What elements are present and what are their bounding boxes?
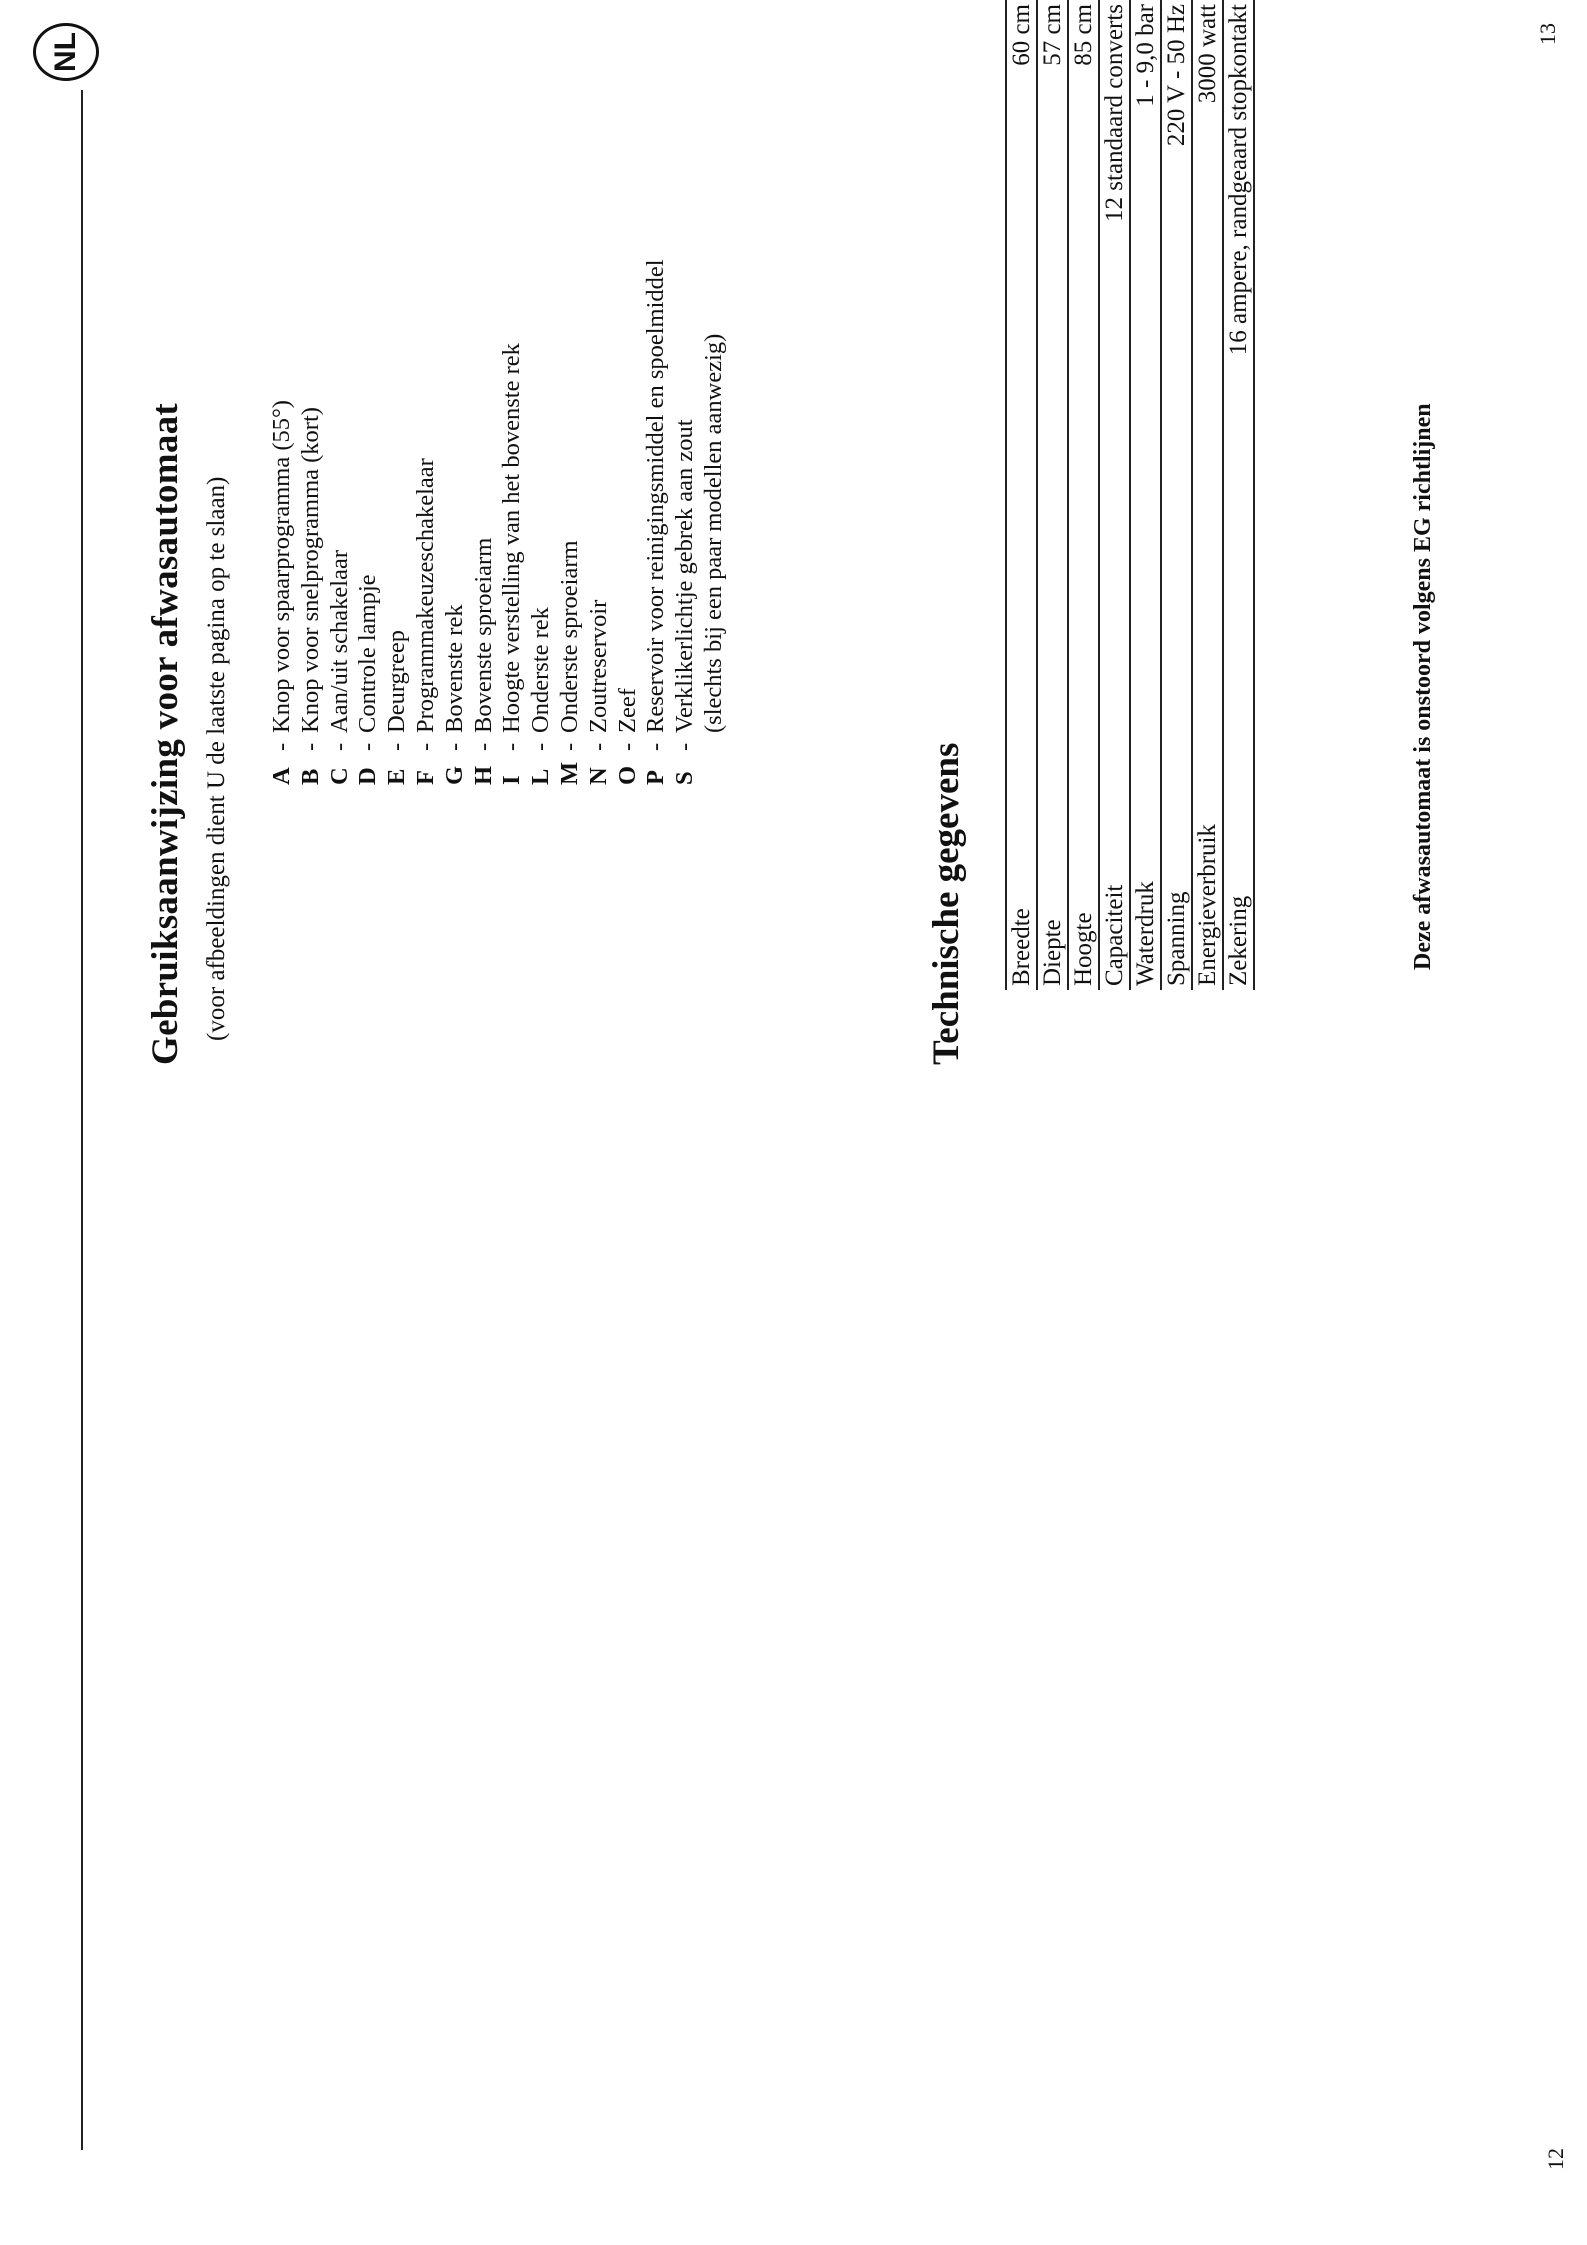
spec-label: Breedte bbox=[1006, 672, 1037, 990]
spec-value: 60 cm bbox=[1006, 0, 1037, 672]
legend-item: I-Hoogte verstelling van het bovenste rek bbox=[498, 343, 526, 785]
spec-value: 16 ampere, randgeaard stopkontakt bbox=[1223, 0, 1254, 672]
spec-label: Spanning bbox=[1161, 672, 1192, 990]
legend-item: G-Bovenste rek bbox=[440, 604, 468, 785]
spec-value: 57 cm bbox=[1037, 0, 1068, 672]
legend-item: B-Knop voor snelprogramma (kort) bbox=[296, 407, 324, 785]
compliance-note: Deze afwasautomaat is onstoord volgens EG richtlijnen bbox=[1410, 403, 1436, 970]
table-row bbox=[1161, 0, 1192, 990]
table-row bbox=[1099, 0, 1130, 990]
legend-item: A-Knop voor spaarprogramma (55°) bbox=[268, 400, 295, 785]
table-row bbox=[1037, 0, 1068, 990]
page-title: Gebruiksaanwijzing voor afwasautomaat bbox=[145, 402, 186, 1065]
spec-value: 3000 watt bbox=[1192, 0, 1223, 672]
legend-item: S-Verklikerlichtje gebrek aan zout bbox=[671, 419, 699, 785]
spec-label: Capaciteit bbox=[1099, 672, 1130, 990]
top-rule bbox=[81, 90, 83, 2150]
legend-item: D-Controle lampje bbox=[354, 574, 382, 785]
spec-label: Energieverbruik bbox=[1192, 672, 1223, 990]
parts-legend bbox=[268, 259, 729, 785]
spec-label: Zekering bbox=[1223, 672, 1254, 990]
legend-item: O-Zeef bbox=[613, 688, 641, 785]
legend-item: N-Zoutreservoir bbox=[584, 599, 612, 785]
legend-item: C-Aan/uit schakelaar bbox=[325, 550, 353, 785]
spec-value: 85 cm bbox=[1068, 0, 1099, 672]
legend-item: L-Onderste rek bbox=[527, 607, 555, 785]
language-badge: NL bbox=[33, 23, 99, 81]
table-row bbox=[1068, 0, 1099, 990]
spec-label: Diepte bbox=[1037, 672, 1068, 990]
page-number-right: 13 bbox=[1535, 23, 1560, 45]
legend-item: H-Bovenste sproeiarm bbox=[469, 537, 497, 785]
legend-item: E-Deurgreep bbox=[383, 630, 411, 785]
table-row bbox=[1006, 0, 1037, 990]
table-row bbox=[1130, 0, 1161, 990]
table-row bbox=[1223, 0, 1254, 990]
table-row bbox=[1192, 0, 1223, 990]
legend-item-continuation: (slechts bij een paar modellen aanwezig) bbox=[699, 333, 727, 733]
legend-item: F-Programmakeuzeschakelaar bbox=[411, 458, 439, 785]
spec-value: 12 standaard converts bbox=[1099, 0, 1130, 672]
page-number-left: 12 bbox=[1543, 2148, 1568, 2170]
spec-label: Waterdruk bbox=[1130, 672, 1161, 990]
technical-table bbox=[1005, 0, 1255, 990]
spec-value: 1 - 9,0 bar bbox=[1130, 0, 1161, 672]
technical-title: Technische gegevens bbox=[926, 742, 967, 1065]
page-subtitle: (voor afbeeldingen dient U de laatste pagina op te slaan) bbox=[203, 476, 230, 1041]
legend-item: P-Reservoir voor reinigingsmiddel en spoelmiddel bbox=[642, 259, 670, 785]
spec-value: 220 V - 50 Hz bbox=[1161, 0, 1192, 672]
spec-label: Hoogte bbox=[1068, 672, 1099, 990]
legend-item: M-Onderste sproeiarm bbox=[555, 540, 583, 785]
